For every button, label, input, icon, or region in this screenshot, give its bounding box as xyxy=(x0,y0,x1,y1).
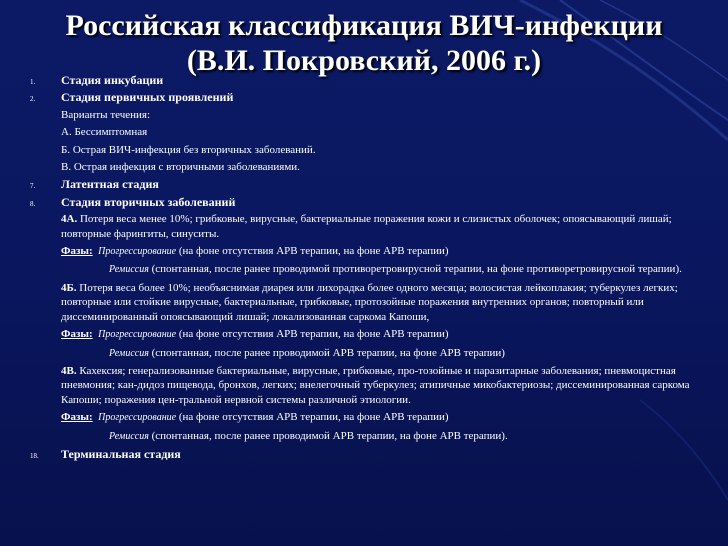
classification-list xyxy=(30,73,702,464)
stage-heading: Стадия вторичных заболеваний xyxy=(61,194,236,209)
list-number: 1. xyxy=(30,78,36,86)
substage-text: Кахексия; генерализованные бактериальные, вирусные, грибковые, про-тозойные и паразитарные заболевания; пневмоцистная пневмония; кан-дидоз пищевода, бронхов, легких; внелегочный туберкулез; атипичные микобактериозы; диссеминированная саркома Капоши; поражения цен-тральной нервной системы различной этиологии. xyxy=(61,364,690,406)
stage-heading: Стадия первичных проявлений xyxy=(61,90,234,105)
stage-heading: Стадия инкубации xyxy=(61,73,164,87)
progression-term: Прогрессирование xyxy=(98,329,177,341)
substage-text: Потеря веса менее 10%; грибковые, вирусные, бактериальные поражения кожи и слизистых оболочек; опоясывающий лишай; повторные фарингиты, синуситы. xyxy=(61,213,672,240)
list-item-stage-primary xyxy=(30,90,702,104)
stage-heading: Латентная стадия xyxy=(61,177,159,192)
remission-term: Ремиссия xyxy=(109,264,149,276)
remission-term: Ремиссия xyxy=(109,430,149,442)
remission-text: (спонтанная, после ранее проводимой АРВ терапии, на фоне АРВ терапии) xyxy=(148,346,505,359)
variant-a: А. Бессимптомная xyxy=(61,126,148,139)
phases-4a xyxy=(30,244,702,259)
variant-v: В. Острая инфекция с вторичными заболеваниями. xyxy=(61,161,300,174)
substage-text: Потеря веса более 10%; необъяснимая диарея или лихорадка более одного месяца; волосистая лейкоплакия; туберкулез легких; повторные или стойкие вирусные, бактериальные, грибковые, протозойные поражения внутренних органов; повторный или диссеминированный опоясывающий лишай; локализованная саркома Капоши, xyxy=(61,281,678,323)
variant-b: Б. Острая ВИЧ-инфекция без вторичных заболеваний. xyxy=(61,143,316,156)
progression-text: (на фоне отсутствия АРВ терапии, на фоне АРВ терапии) xyxy=(176,411,449,424)
substage-4v xyxy=(30,364,702,407)
substage-label: 4А. xyxy=(61,213,78,226)
stage-heading: Терминальная стадия xyxy=(61,446,181,461)
list-item-stage-latent xyxy=(30,177,702,191)
remission-text: (спонтанная, после ранее проводимой АРВ терапии, на фоне АРВ терапии). xyxy=(148,429,508,442)
phases-label: Фазы: xyxy=(61,328,93,341)
progression-text: (на фоне отсутствия АРВ терапии, на фоне АРВ терапии) xyxy=(176,328,449,341)
remission-term: Ремиссия xyxy=(109,347,149,359)
slide-title-line1: Российская классификация ВИЧ-инфекции xyxy=(65,9,663,42)
substage-label: 4В. xyxy=(61,364,77,377)
list-number: 7. xyxy=(30,182,36,191)
list-item-stage-terminal xyxy=(30,447,702,461)
list-number: 2. xyxy=(30,95,36,104)
list-item-stage-incubation xyxy=(30,73,702,87)
list-number: 8. xyxy=(30,199,36,208)
substage-4a xyxy=(30,212,702,241)
remission-4b xyxy=(30,346,702,361)
substage-label: 4Б. xyxy=(61,281,77,294)
remission-4v xyxy=(30,429,702,444)
progression-text: (на фоне отсутствия АРВ терапии, на фоне АРВ терапии) xyxy=(176,245,449,258)
phases-label: Фазы: xyxy=(61,245,93,258)
list-number: 18. xyxy=(30,451,39,460)
phases-4v xyxy=(30,410,702,425)
variants-label: Варианты течения: xyxy=(61,108,151,121)
phases-label: Фазы: xyxy=(61,411,93,424)
progression-term: Прогрессирование xyxy=(98,412,177,424)
phases-4b xyxy=(30,327,702,342)
list-item-stage-secondary xyxy=(30,195,702,209)
progression-term: Прогрессирование xyxy=(98,246,177,258)
slide-title-line2: (В.И. Покровский, 2006 г.) xyxy=(186,44,542,77)
remission-text: (спонтанная, после ранее проводимой противоретровирусной терапии, на фоне противоретровирусной терапии). xyxy=(148,263,682,276)
substage-4b xyxy=(30,281,702,324)
remission-4a xyxy=(30,262,702,277)
